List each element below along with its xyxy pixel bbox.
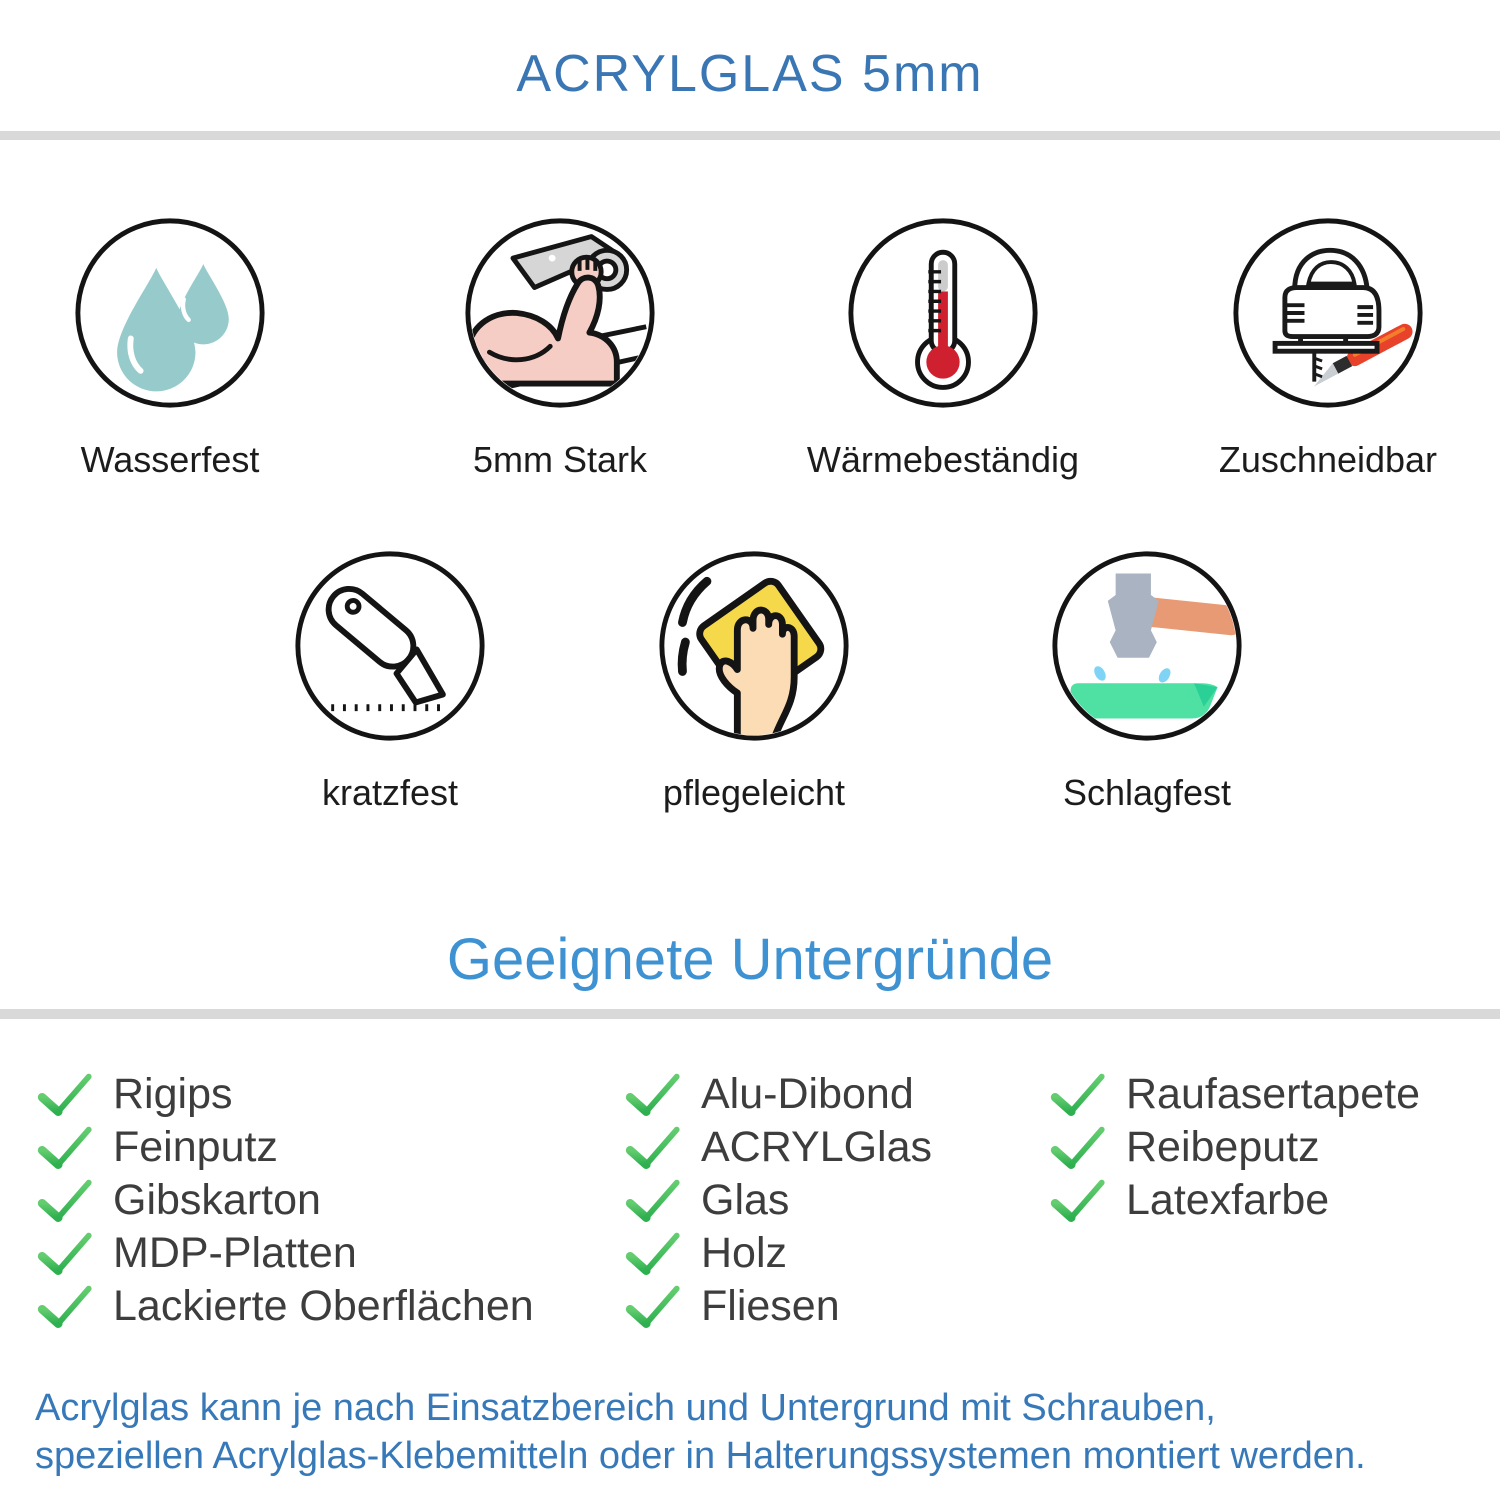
check-item [35,1121,534,1174]
check-icon [35,1072,93,1118]
feature-kratzfest [220,548,560,814]
muscle-arm-icon [462,215,658,411]
hammer-impact-icon [1049,548,1245,744]
check-icon [35,1284,93,1330]
feature-schlagfest [977,548,1317,814]
feature-label: Zuschneidbar [1218,439,1438,480]
check-label: Rigips [113,1070,233,1118]
divider-top [0,131,1500,140]
mounting-note [35,1384,1485,1480]
check-label: Glas [701,1176,790,1224]
check-label: Lackierte Oberflächen [113,1282,534,1330]
check-icon [35,1231,93,1277]
check-item [1048,1068,1420,1121]
feature-pflegeleicht [584,548,924,814]
check-item [35,1068,534,1121]
feature-waermebestaendig [773,215,1113,481]
check-item [1048,1174,1420,1227]
check-item [623,1227,932,1280]
feature-label: Schlagfest [1062,772,1232,813]
check-label: Latexfarbe [1126,1176,1330,1224]
page-title: ACRYLGLAS 5mm [516,45,984,103]
check-item [623,1121,932,1174]
utility-knife-icon [292,548,488,744]
check-icon [1048,1178,1106,1224]
check-item [35,1280,534,1333]
check-label: Raufasertapete [1126,1070,1421,1118]
check-label: Holz [701,1229,788,1277]
check-label: Fliesen [701,1282,840,1330]
check-item [1048,1121,1420,1174]
feature-label: kratzfest [321,772,459,813]
check-label: Alu-Dibond [701,1070,914,1118]
check-label: Feinputz [113,1123,278,1171]
mounting-note-line1: Acrylglas kann je nach Einsatzbereich und Untergrund mit Schrauben, [35,1387,1216,1429]
mounting-note-line2: speziellen Acrylglas-Klebemitteln oder in Halterungssystemen montiert werden. [35,1435,1366,1477]
checklist-column-2 [623,1068,932,1333]
cleaning-hand-icon [656,548,852,744]
check-label: Reibeputz [1126,1123,1320,1171]
check-icon [623,1284,681,1330]
check-icon [1048,1072,1106,1118]
checklist-column-3 [1048,1068,1420,1227]
check-label: Gibskarton [113,1176,321,1224]
feature-zuschneidbar [1158,215,1498,481]
check-icon [623,1178,681,1224]
check-icon [35,1178,93,1224]
check-item [623,1068,932,1121]
jigsaw-cutter-icon [1230,215,1426,411]
check-item [35,1227,534,1280]
check-item [623,1280,932,1333]
checklist-column-1 [35,1068,534,1333]
check-item [35,1174,534,1227]
feature-label: 5mm Stark [472,439,648,480]
check-icon [623,1231,681,1277]
check-icon [623,1125,681,1171]
feature-label: Wärmebeständig [806,439,1080,480]
check-icon [623,1072,681,1118]
section-heading: Geeignete Untergründe [446,927,1054,992]
feature-label: Wasserfest [80,439,260,480]
feature-label: pflegeleicht [662,772,846,813]
check-label: MDP-Platten [113,1229,357,1277]
check-icon [1048,1125,1106,1171]
water-drops-icon [72,215,268,411]
feature-wasserfest [0,215,340,481]
divider-middle [0,1009,1500,1019]
feature-5mm-stark [390,215,730,481]
check-item [623,1174,932,1227]
check-icon [35,1125,93,1171]
thermometer-icon [845,215,1041,411]
check-label: ACRYLGlas [701,1123,933,1171]
